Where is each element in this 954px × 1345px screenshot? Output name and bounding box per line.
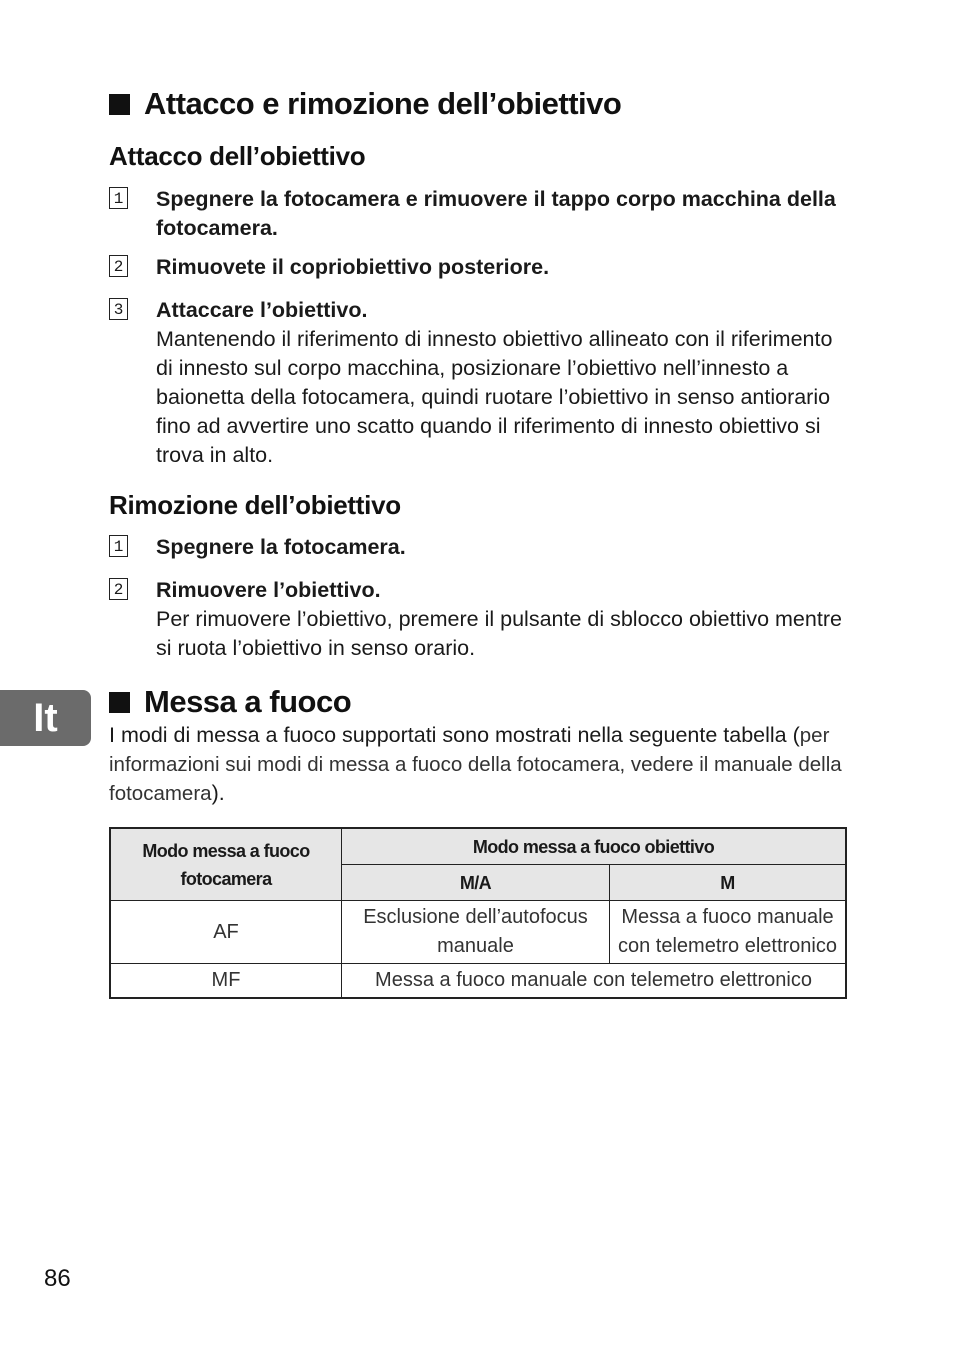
table-row [110,964,846,999]
section-title-focus [109,683,849,721]
step-description: Mantenendo il riferimento di innesto obiettivo allineato con il riferimento di innesto sul corpo macchina, posizionare l’obiettivo nell’innesto a baionetta della fotocamera, quindi ruotare l’obiettivo in senso antiorario fino ad avvertire uno scatto quando il riferimento di innesto obiettivo si trova in alto. [156,327,833,467]
step-number: 1 [109,187,128,209]
focus-intro [109,721,849,808]
page-content [109,84,849,999]
focus-mode-table [109,827,847,999]
m-cell: Messa a fuoco manuale con telemetro elettronico [610,901,847,964]
attach-step-2 [109,253,849,282]
step-heading: Spegnere la fotocamera. [156,535,406,559]
subtitle-lens-remove: Rimozione dell’obiettivo [109,490,401,520]
attach-step-3 [109,296,849,470]
subtitle-lens-attach: Attacco dell’obiettivo [109,141,366,171]
language-tab: It [0,690,91,746]
step-heading: Attaccare l’obiettivo. [156,298,368,322]
attach-step-1 [109,185,849,243]
step-heading: Rimuovete il copriobiettivo posteriore. [156,255,550,279]
table-header-row [110,828,846,865]
square-bullet-icon [109,692,130,713]
combined-lens-cell: Messa a fuoco manuale con telemetro elettronico [342,964,847,999]
step-description: Per rimuovere l’obiettivo, premere il pulsante di sblocco obiettivo mentre si ruota l’obiettivo in senso orario. [156,607,842,660]
square-bullet-icon [109,94,130,115]
lens-mode-header: Modo messa a fuoco obiettivo [342,828,847,865]
remove-step-2 [109,576,849,663]
section-title-text: Attacco e rimozione dell’obiettivo [144,86,622,121]
camera-mode-header: Modo messa a fuoco fotocamera [110,828,342,901]
lens-mode-m-header: M [610,865,847,901]
table-row [110,901,846,964]
intro-main-text: I modi di messa a fuoco supportati sono mostrati nella seguente tabella [109,723,787,747]
remove-step-1 [109,533,849,562]
step-heading: Spegnere la fotocamera e rimuovere il tappo corpo macchina della fotocamera. [156,187,836,240]
intro-paren-close: ). [211,781,225,805]
ma-cell: Esclusione dell’autofocus manuale [342,901,610,964]
lens-mode-ma-header: M/A [342,865,610,901]
step-number: 2 [109,578,128,600]
intro-paren-open: ( [786,723,800,747]
step-number: 2 [109,255,128,277]
camera-mode-cell: MF [110,964,342,999]
section-title-lens-attach-remove [109,84,849,124]
page-number: 86 [44,1265,71,1292]
section-title-text: Messa a fuoco [144,684,352,719]
step-heading: Rimuovere l’obiettivo. [156,578,381,602]
step-number: 1 [109,535,128,557]
step-number: 3 [109,298,128,320]
intro-note-text: per informazioni sui modi di messa a fuoco della fotocamera, vedere il manuale della fotocamera [109,724,842,805]
camera-mode-cell: AF [110,901,342,964]
